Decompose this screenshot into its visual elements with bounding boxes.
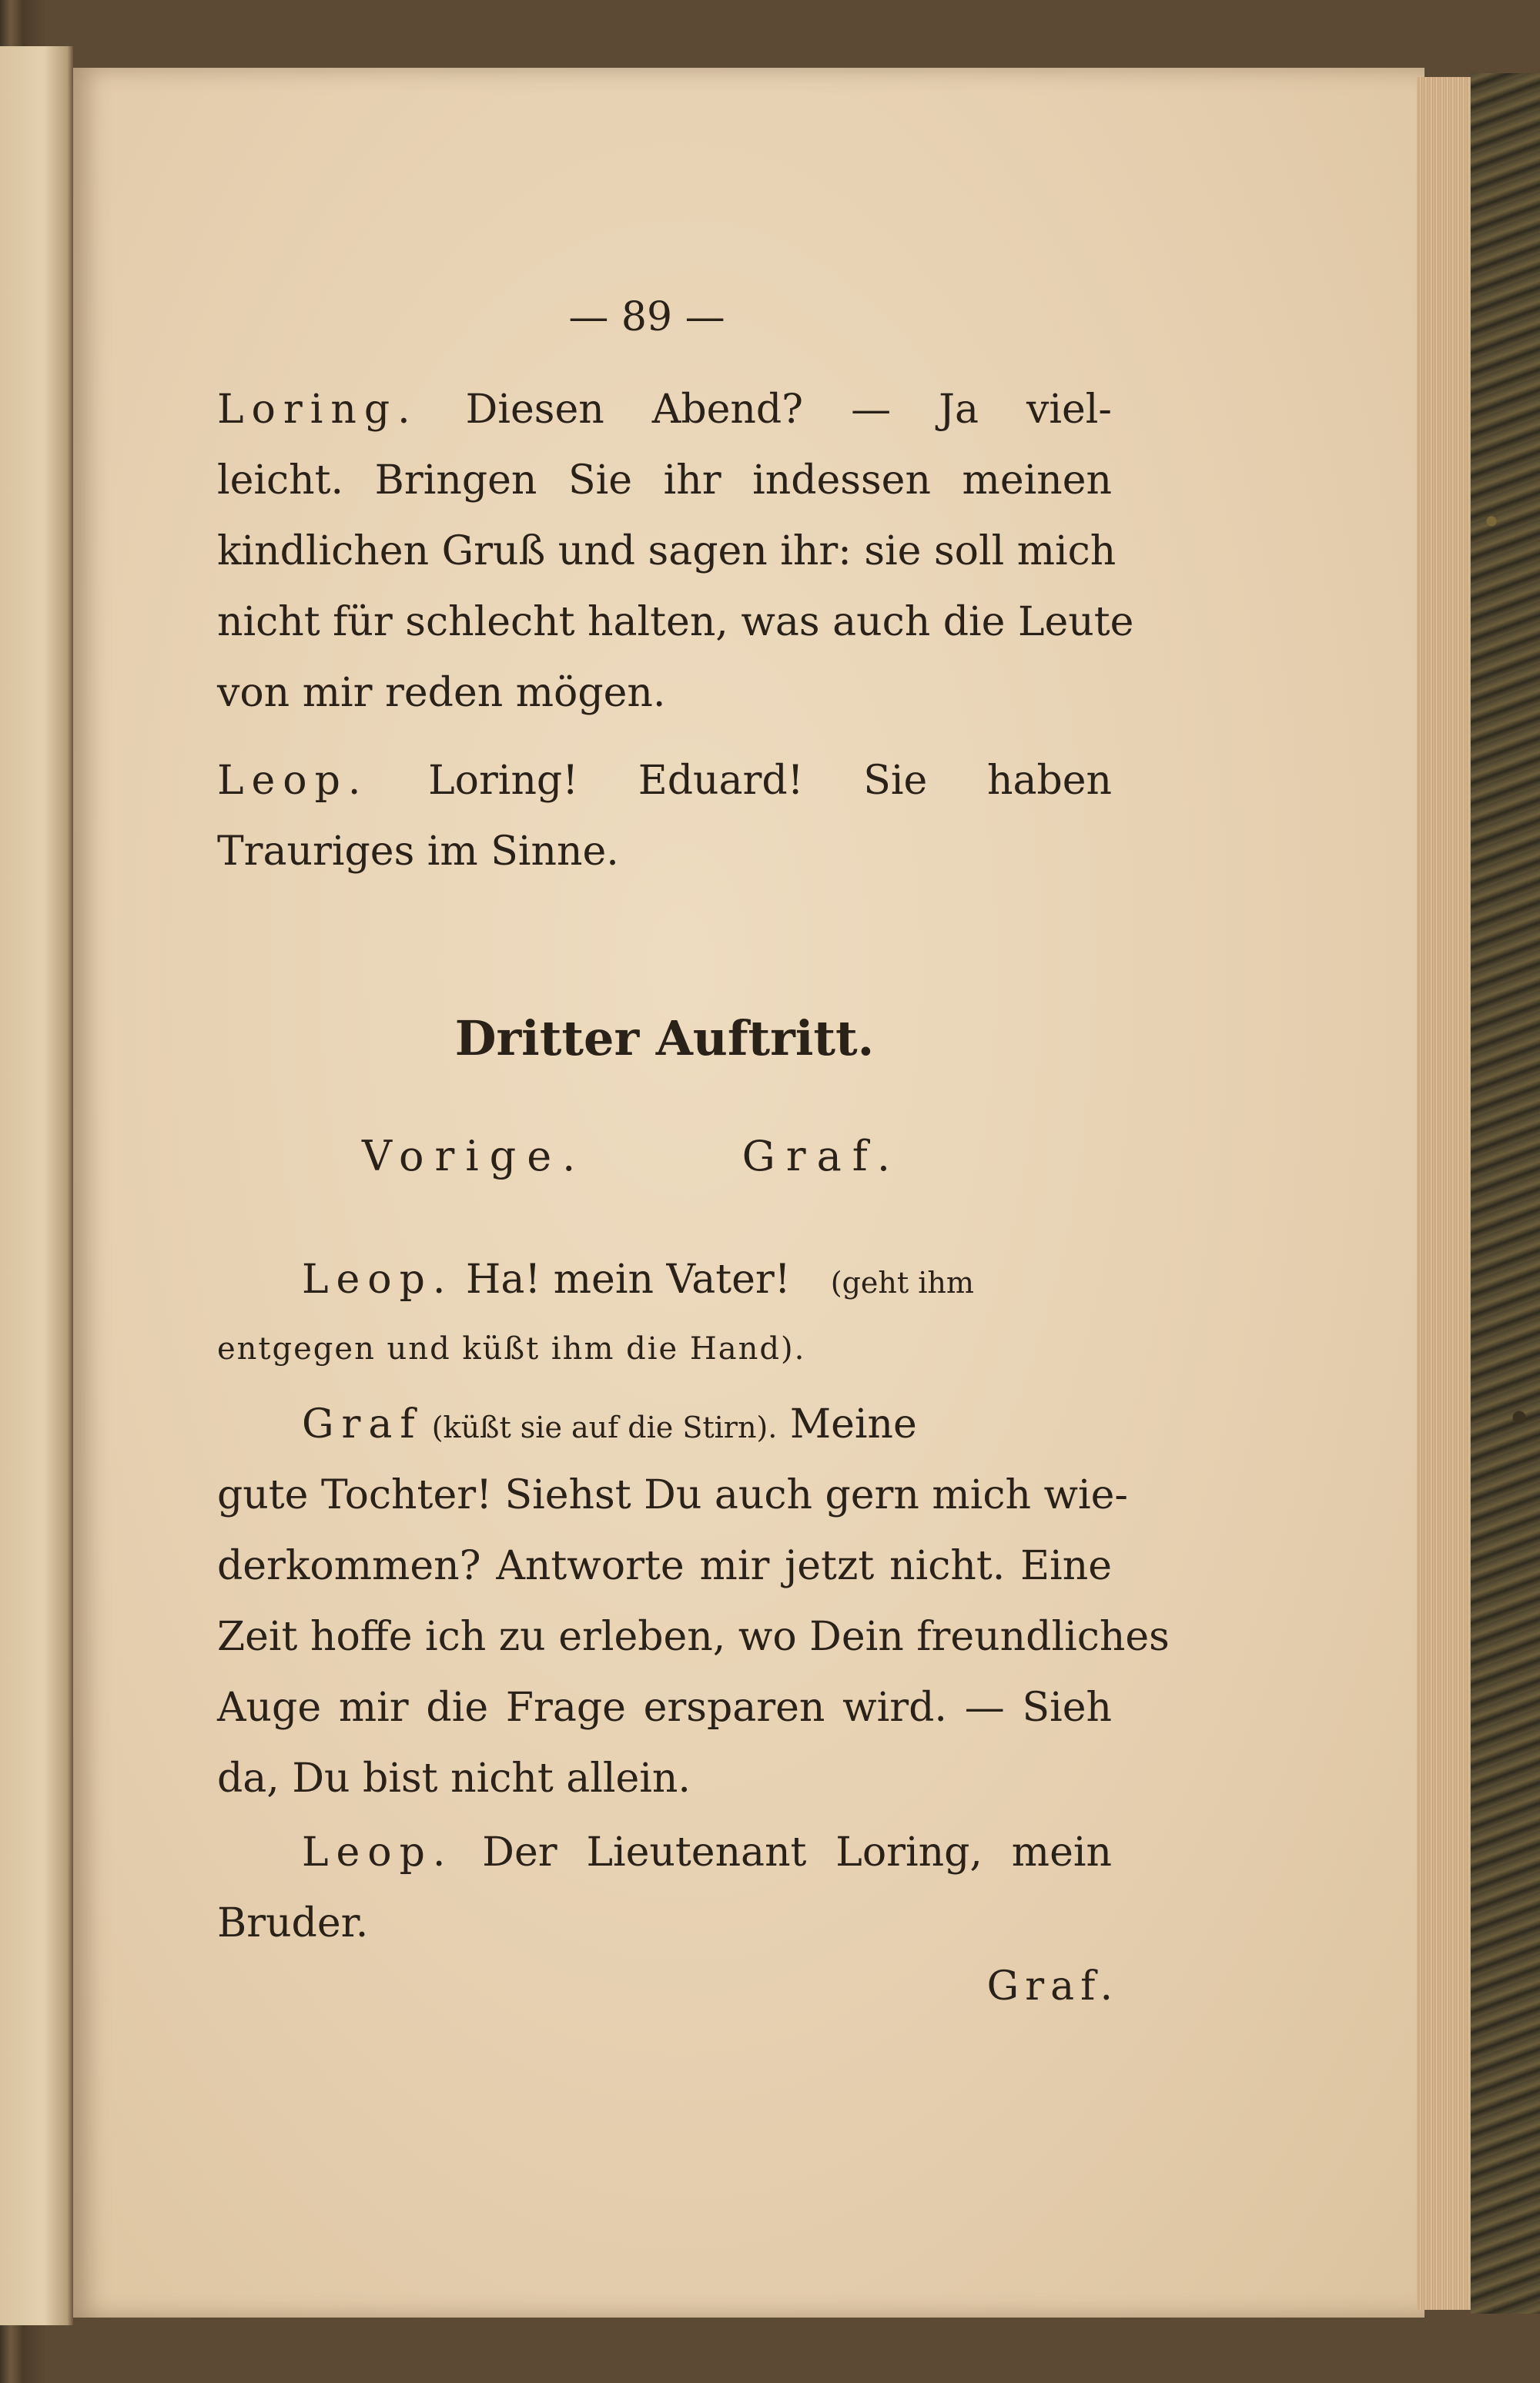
text-line: von mir reden mögen.: [217, 670, 666, 716]
text-line: Auge mir die Frage ersparen wird. — Sieh: [217, 1685, 1112, 1731]
text-line: gute Tochter! Siehst Du auch gern mich wie-: [217, 1472, 1128, 1518]
text-line: nicht für schlecht halten, was auch die Leute: [217, 599, 1134, 645]
cast-list: [362, 1132, 901, 1180]
text-line: Trauriges im Sinne.: [217, 828, 619, 875]
text-line: da, Du bist nicht allein.: [217, 1755, 691, 1802]
left-page-edge: [0, 46, 73, 2325]
marbled-cover-board: [1471, 73, 1540, 2314]
text-line: [217, 1400, 1112, 1452]
stage-direction: (küßt sie auf die Stirn).: [422, 1411, 778, 1444]
text-line: kindlichen Gruß und sagen ihr: sie soll mich: [217, 528, 1116, 574]
text-line: Zeit hoffe ich zu erleben, wo Dein freundliches: [217, 1614, 1170, 1660]
stage-direction-line: entgegen und küßt ihm die Hand).: [217, 1331, 806, 1367]
cast-member: Vorige.: [362, 1132, 587, 1180]
page-edges: [1417, 77, 1471, 2310]
line-text: Der Lieutenant Loring, mein: [453, 1829, 1112, 1876]
line-text: Ha! mein Vater!: [453, 1257, 791, 1303]
cast-member: Graf.: [742, 1132, 901, 1180]
speaker-name: Loring.: [217, 387, 418, 433]
page-number: — 89 —: [568, 294, 725, 340]
scene-heading: Dritter Auftritt.: [454, 1010, 875, 1066]
speaker-name: Leop.: [217, 758, 369, 804]
stage-direction: (geht ihm: [821, 1266, 974, 1300]
speaker-name: Graf: [302, 1401, 423, 1448]
text-line: leicht. Bringen Sie ihr indessen meinen: [217, 457, 1112, 504]
line-text: Diesen Abend? — Ja viel-: [417, 387, 1112, 433]
line-text: Loring! Eduard! Sie haben: [368, 758, 1112, 804]
text-line: Bruder.: [217, 1900, 369, 1946]
text-line: [217, 1828, 1112, 1877]
text-line: derkommen? Antworte mir jetzt nicht. Eine: [217, 1543, 1112, 1589]
speaker-name: Leop.: [302, 1257, 454, 1303]
speaker-name: Leop.: [302, 1829, 454, 1876]
text-line: [217, 1255, 1112, 1307]
line-text: Meine: [777, 1401, 917, 1448]
text-line: [217, 756, 1112, 805]
text-line: [217, 385, 1112, 434]
catchword: Graf.: [986, 1963, 1119, 2010]
